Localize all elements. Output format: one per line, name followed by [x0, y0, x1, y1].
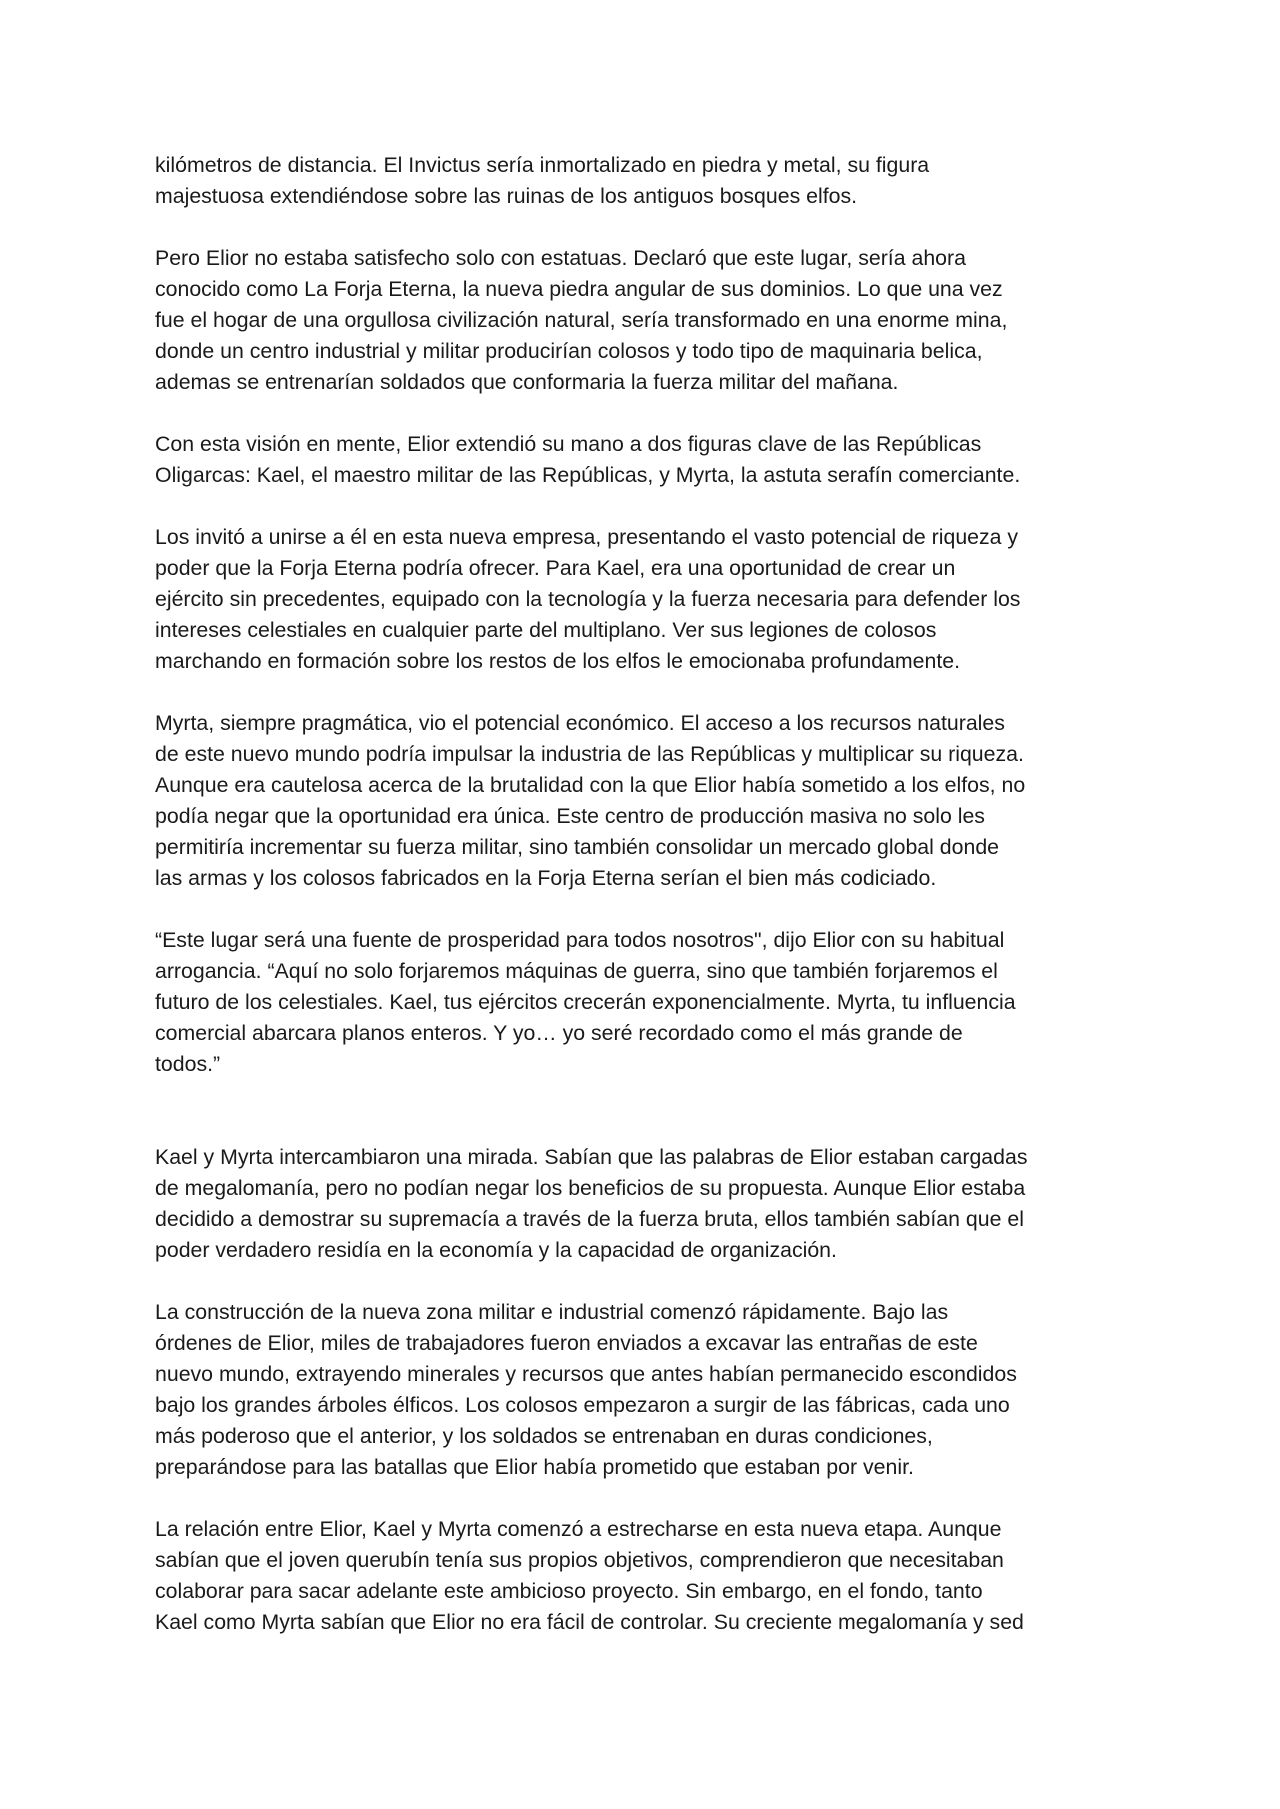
- paragraph-2: Pero Elior no estaba satisfecho solo con estatuas. Declaró que este lugar, sería ahora conocido como La Forja Eterna, la nueva piedra angular de sus dominios. Lo que una vez fue el hogar de una orgullosa civilización natural, sería transformado en una enorme mina, donde un centro industrial y militar producirían colosos y todo tipo de maquinaria belica, ademas se entrenarían soldados que conformaria la fuerza militar del mañana.: [155, 246, 1008, 394]
- paragraph-3: Con esta visión en mente, Elior extendió su mano a dos figuras clave de las Repúblicas Oligarcas: Kael, el maestro militar de las Repúblicas, y Myrta, la astuta serafín comerciante.: [155, 432, 1021, 487]
- paragraph-1: kilómetros de distancia. El Invictus sería inmortalizado en piedra y metal, su figura majestuosa extendiéndose sobre las ruinas de los antiguos bosques elfos.: [155, 153, 930, 208]
- paragraph-9: La relación entre Elior, Kael y Myrta comenzó a estrecharse en esta nueva etapa. Aunque sabían que el joven querubín tenía sus propios objetivos, comprendieron que necesitaban colaborar para sacar adelante este ambicioso proyecto. Sin embargo, en el fondo, tanto Kael como Myrta sabían que Elior no era fácil de controlar. Su creciente megalomanía y sed: [155, 1517, 1024, 1634]
- paragraph-4: Los invitó a unirse a él en esta nueva empresa, presentando el vasto potencial de riqueza y poder que la Forja Eterna podría ofrecer. Para Kael, era una oportunidad de crear un ejército sin precedentes, equipado con la tecnología y la fuerza necesaria para defender los intereses celestiales en cualquier parte del multiplano. Ver sus legiones de colosos marchando en formación sobre los restos de los elfos le emocionaba profundamente.: [155, 525, 1021, 673]
- paragraph-7: Kael y Myrta intercambiaron una mirada. Sabían que las palabras de Elior estaban cargadas de megalomanía, pero no podían negar los beneficios de su propuesta. Aunque Elior estaba decidido a demostrar su supremacía a través de la fuerza bruta, ellos también sabían que el poder verdadero residía en la economía y la capacidad de organización.: [155, 1145, 1028, 1262]
- paragraph-6: “Este lugar será una fuente de prosperidad para todos nosotros", dijo Elior con su habitual arrogancia. “Aquí no solo forjaremos máquinas de guerra, sino que también forjaremos el futuro de los celestiales. Kael, tus ejércitos crecerán exponencialmente. Myrta, tu influencia comercial abarcara planos enteros. Y yo… yo seré recordado como el más grande de todos.”: [155, 928, 1016, 1076]
- document-body: [155, 150, 1135, 1669]
- paragraph-8: La construcción de la nueva zona militar e industrial comenzó rápidamente. Bajo las órdenes de Elior, miles de trabajadores fueron enviados a excavar las entrañas de este nuevo mundo, extrayendo minerales y recursos que antes habían permanecido escondidos bajo los grandes árboles élficos. Los colosos empezaron a surgir de las fábricas, cada uno más poderoso que el anterior, y los soldados se entrenaban en duras condiciones, preparándose para las batallas que Elior había prometido que estaban por venir.: [155, 1300, 1017, 1479]
- paragraph-5: Myrta, siempre pragmática, vio el potencial económico. El acceso a los recursos naturales de este nuevo mundo podría impulsar la industria de las Repúblicas y multiplicar su riqueza. Aunque era cautelosa acerca de la brutalidad con la que Elior había sometido a los elfos, no podía negar que la oportunidad era única. Este centro de producción masiva no solo les permitiría incrementar su fuerza militar, sino también consolidar un mercado global donde las armas y los colosos fabricados en la Forja Eterna serían el bien más codiciado.: [155, 711, 1026, 890]
